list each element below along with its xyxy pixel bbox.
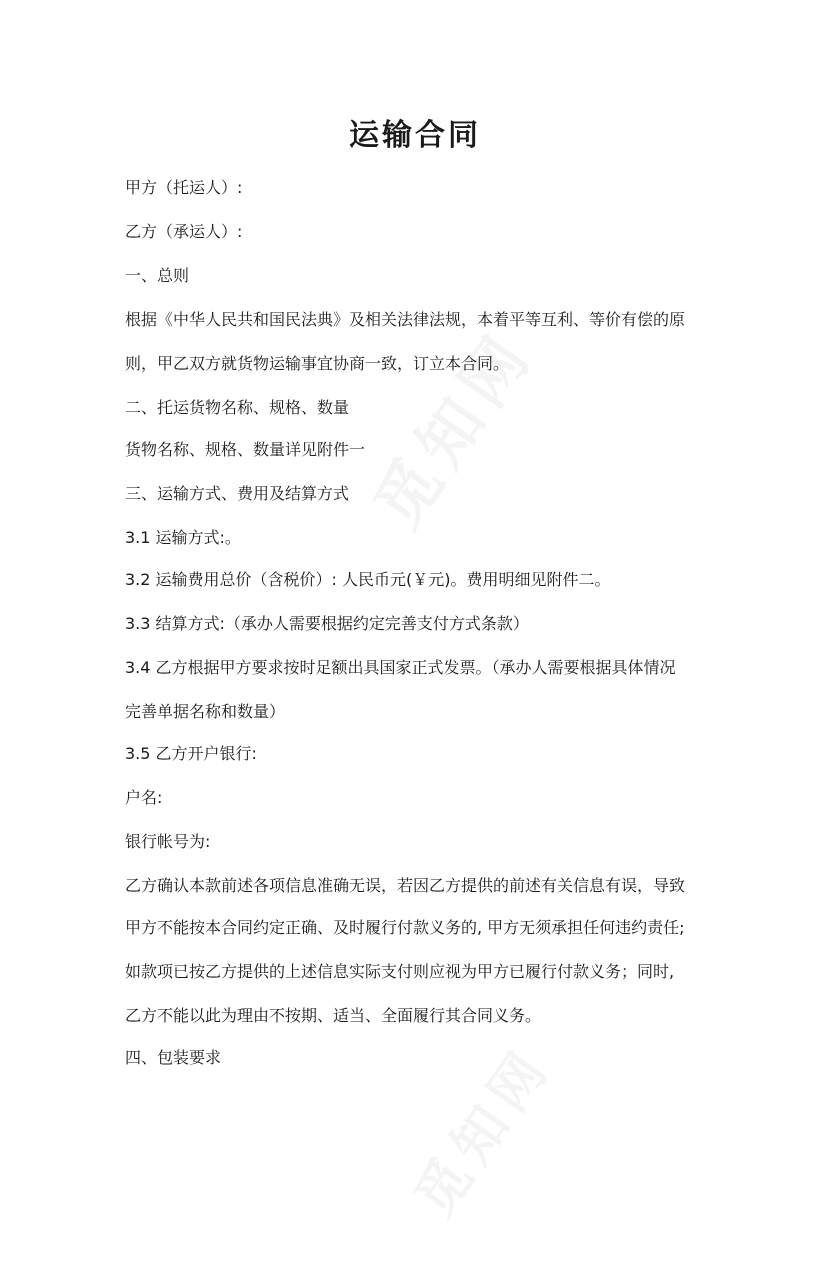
clause-3-5: 3.5 乙方开户银行: xyxy=(125,744,257,763)
section-1-heading: 一、总则 xyxy=(125,266,190,285)
account-number-line: 银行帐号为: xyxy=(125,832,211,851)
section-2-heading: 二、托运货物名称、规格、数量 xyxy=(125,398,350,417)
clause-3-1: 3.1 运输方式:。 xyxy=(125,528,241,547)
paragraph-line: 如款项已按乙方提供的上述信息实际支付则应视为甲方已履行付款义务；同时, xyxy=(125,962,675,981)
clause-3-4: 3.4 乙方根据甲方要求按时足额出具国家正式发票。（承办人需要根据具体情况 xyxy=(125,658,676,677)
paragraph-line: 根据《中华人民共和国民法典》及相关法律法规，本着平等互利、等价有偿的原 xyxy=(125,310,686,329)
clause-3-4-cont: 完善单据名称和数量） xyxy=(125,702,286,721)
party-a-line: 甲方（托运人）: xyxy=(125,178,243,197)
paragraph-line: 货物名称、规格、数量详见附件一 xyxy=(125,440,366,459)
paragraph-line: 乙方确认本款前述各项信息准确无误，若因乙方提供的前述有关信息有误，导致 xyxy=(125,876,686,895)
section-4-heading: 四、包装要求 xyxy=(125,1048,222,1067)
paragraph-line: 甲方不能按本合同约定正确、及时履行付款义务的, 甲方无须承担任何违约责任; xyxy=(125,918,685,937)
party-b-line: 乙方（承运人）: xyxy=(125,222,243,241)
section-3-heading: 三、运输方式、费用及结算方式 xyxy=(125,484,350,503)
clause-3-3: 3.3 结算方式:（承办人需要根据约定完善支付方式条款） xyxy=(125,614,529,633)
account-name-line: 户名: xyxy=(125,788,163,807)
document-title: 运输合同 xyxy=(349,118,481,153)
clause-3-2: 3.2 运输费用总价（含税价）: 人民币元(￥元)。费用明细见附件二。 xyxy=(125,570,611,589)
paragraph-line: 则，甲乙双方就货物运输事宜协商一致，订立本合同。 xyxy=(125,354,510,373)
paragraph-line: 乙方不能以此为理由不按期、适当、全面履行其合同义务。 xyxy=(125,1006,542,1025)
